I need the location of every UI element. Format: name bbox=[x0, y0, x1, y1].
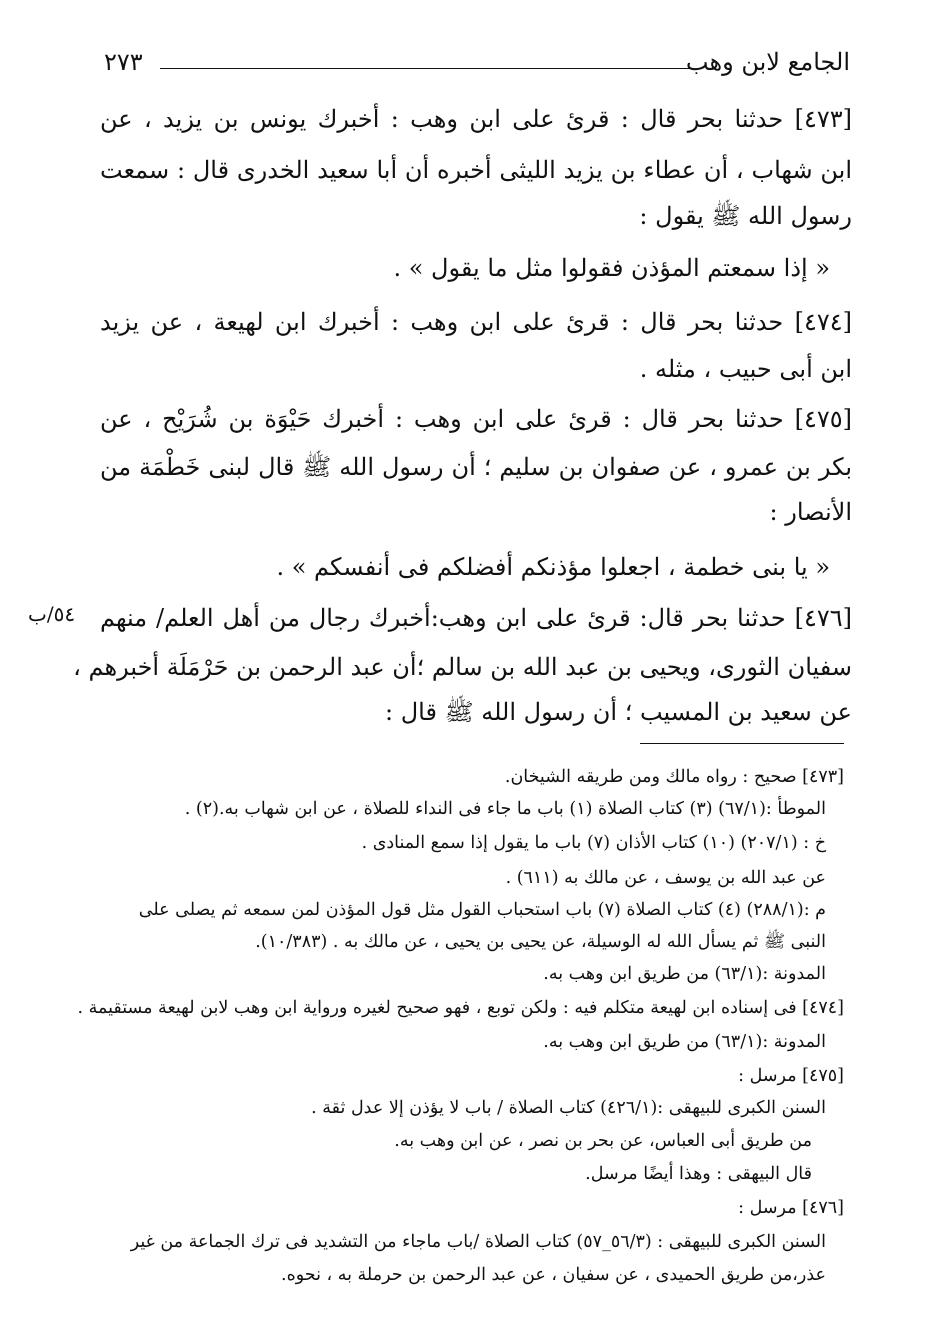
footnote-474-mudawwana: المدونة :(٦٣/١) من طريق ابن وهب به. bbox=[543, 1032, 826, 1052]
footnote-473-bukhari-chain: عن عبد الله بن يوسف ، عن مالك به (٦١١) . bbox=[505, 868, 826, 888]
page-number: ٢٧٣ bbox=[104, 48, 143, 76]
running-header-title: الجامع لابن وهب bbox=[685, 48, 850, 76]
footnote-473-heading: [٤٧٣] صحيح : رواه مالك ومن طريقه الشيخان. bbox=[504, 767, 844, 787]
footnote-475-heading: [٤٧٥] مرسل : bbox=[738, 1066, 844, 1086]
footnote-separator bbox=[640, 743, 844, 744]
hadith-473-line-3: رسول الله ﷺ يقول : bbox=[639, 202, 852, 230]
hadith-475-quote: « يا بنى خطمة ، اجعلوا مؤذنكم أفضلكم فى أنفسكم » . bbox=[276, 553, 830, 581]
footnote-473-mudawwana: المدونة :(٦٣/١) من طريق ابن وهب به. bbox=[543, 964, 826, 984]
footnote-475-bayhaqi: السنن الكبرى للبيهقى :(٤٢٦/١) كتاب الصلاة / باب لا يؤذن إلا عدل ثقة . bbox=[311, 1098, 826, 1118]
footnote-476-bayhaqi: السنن الكبرى للبيهقى : (٥٦/٣_٥٧) كتاب الصلاة /باب ماجاء من التشديد فى ترك الجماعة من غير bbox=[130, 1232, 826, 1252]
hadith-475-line-2: بكر بن عمرو ، عن صفوان بن سليم ؛ أن رسول الله ﷺ قال لبنى خَطْمَة من bbox=[100, 453, 852, 481]
footnote-475-comment: قال البيهقى : وهذا أيضًا مرسل. bbox=[585, 1164, 812, 1184]
hadith-473-quote: « إذا سمعتم المؤذن فقولوا مثل ما يقول » . bbox=[393, 254, 830, 282]
hadith-475-line-3: الأنصار : bbox=[769, 498, 852, 526]
footnote-473-muwatta: الموطأ :(٦٧/١) (٣) كتاب الصلاة (١) باب ما جاء فى النداء للصلاة ، عن ابن شهاب به.(٢) . bbox=[184, 799, 826, 819]
footnote-473-muslim-chain: النبى ﷺ ثم يسأل الله له الوسيلة، عن يحيى بن يحيى ، عن مالك به . (١٠/٣٨٣). bbox=[255, 932, 826, 952]
hadith-475-line-1: [٤٧٥] حدثنا بحر قال : قرئ على ابن وهب : أخبرك حَيْوَة بن شُرَيْح ، عن bbox=[100, 405, 852, 433]
hadith-473-line-1: [٤٧٣] حدثنا بحر قال : قرئ على ابن وهب : أخبرك يونس بن يزيد ، عن bbox=[100, 105, 852, 133]
hadith-474-line-2: ابن أبى حبيب ، مثله . bbox=[639, 355, 852, 383]
footnote-473-muslim: م :(٢٨٨/١) (٤) كتاب الصلاة (٧) باب استحباب القول مثل قول المؤذن لمن سمعه ثم يصلى على bbox=[138, 900, 826, 920]
hadith-476-line-1: [٤٧٦] حدثنا بحر قال: قرئ على ابن وهب:أخبرك رجال من أهل العلم/ منهم bbox=[100, 604, 852, 632]
hadith-474-line-1: [٤٧٤] حدثنا بحر قال : قرئ على ابن وهب : أخبرك ابن لهيعة ، عن يزيد bbox=[100, 308, 852, 336]
footnote-476-chain: عذر،من طريق الحميدى ، عن سفيان ، عن عبد الرحمن بن حرملة به ، نحوه. bbox=[281, 1265, 826, 1285]
manuscript-folio-marker: ٥٤/ب bbox=[28, 602, 76, 626]
hadith-473-line-2: ابن شهاب ، أن عطاء بن يزيد الليثى أخبره أن أبا سعيد الخدرى قال : سمعت bbox=[100, 156, 852, 184]
footnote-476-heading: [٤٧٦] مرسل : bbox=[738, 1198, 844, 1218]
footnote-474-heading: [٤٧٤] فى إسناده ابن لهيعة متكلم فيه : ولكن توبع ، فهو صحيح لغيره ورواية ابن وهب لابن لهيعة مستقيمة . bbox=[77, 998, 844, 1018]
footnote-475-chain: من طريق أبى العباس، عن بحر بن نصر ، عن ابن وهب به. bbox=[394, 1131, 812, 1151]
header-rule bbox=[160, 68, 694, 69]
footnote-473-bukhari: خ : (٢٠٧/١) (١٠) كتاب الأذان (٧) باب ما يقول إذا سمع المنادى . bbox=[361, 833, 826, 853]
hadith-476-line-3: عن سعيد بن المسيب ؛ أن رسول الله ﷺ قال : bbox=[385, 698, 852, 726]
hadith-476-line-2: سفيان الثورى، ويحيى بن عبد الله بن سالم ؛أن عبد الرحمن بن حَرْمَلَة أخبرهم ، bbox=[73, 653, 852, 681]
